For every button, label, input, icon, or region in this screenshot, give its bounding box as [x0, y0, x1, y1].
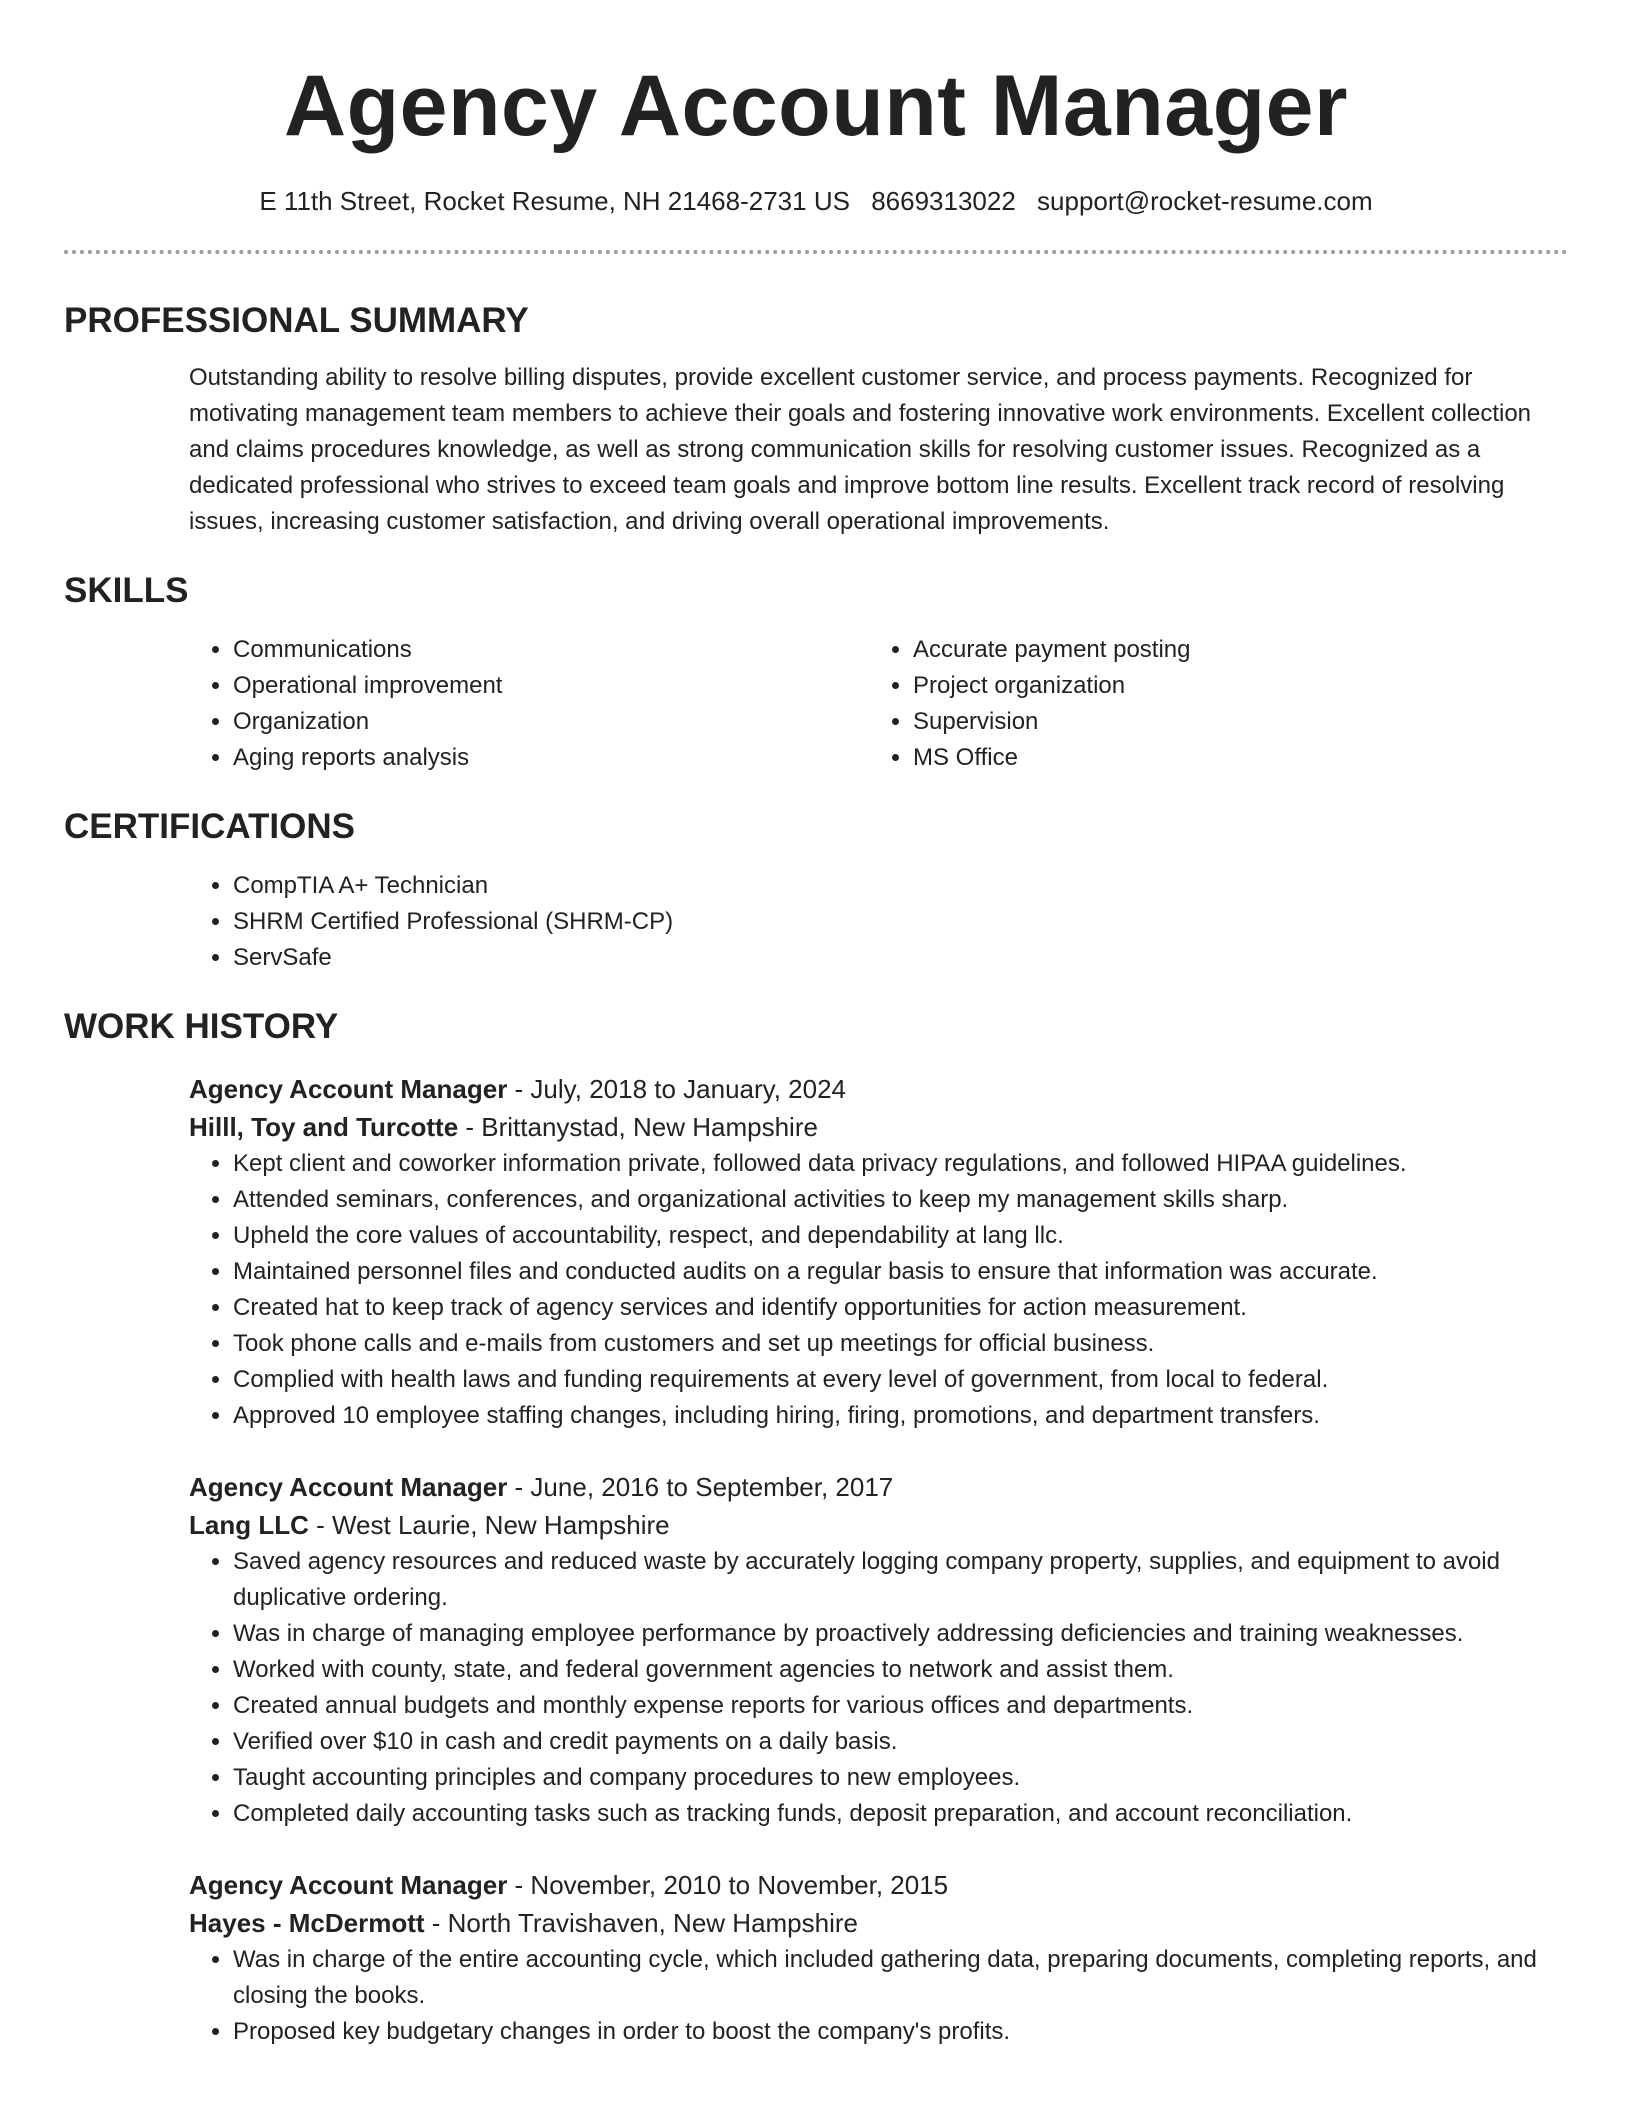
job-company-line — [189, 1108, 1568, 1146]
job-bullet: • Was in charge of the entire accounting cycle, which included gathering data, preparing documents, completing reports, and closing the books. — [233, 1942, 1568, 2014]
skill-item: • Accurate payment posting — [913, 632, 1549, 668]
contact-line — [64, 184, 1568, 218]
skills-list-right — [869, 632, 1549, 776]
job-bullets — [189, 1544, 1568, 1832]
job-dates: - June, 2016 to September, 2017 — [507, 1472, 894, 1502]
skill-item: • Operational improvement — [233, 668, 869, 704]
job-bullets — [189, 1146, 1568, 1434]
job-location: - North Travishaven, New Hampshire — [424, 1908, 858, 1938]
job-bullet: • Kept client and coworker information private, followed data privacy regulations, and followed HIPAA guidelines. — [233, 1146, 1568, 1182]
job-bullet: • Verified over $10 in cash and credit payments on a daily basis. — [233, 1724, 1568, 1760]
job-role-line — [189, 1866, 1568, 1904]
skill-item: • Organization — [233, 704, 869, 740]
job-role: Agency Account Manager — [189, 1870, 508, 1900]
job-bullet: • Created hat to keep track of agency services and identify opportunities for action measurement. — [233, 1290, 1568, 1326]
certification-item: • ServSafe — [233, 940, 1568, 976]
certifications-heading: CERTIFICATIONS — [64, 807, 356, 846]
skill-item: • Communications — [233, 632, 869, 668]
job-bullet: • Saved agency resources and reduced waste by accurately logging company property, supplies, and equipment to avoid duplicative ordering. — [233, 1544, 1568, 1616]
certifications-body — [189, 868, 1568, 976]
job-entry — [189, 1070, 1568, 1434]
job-location: - West Laurie, New Hampshire — [308, 1510, 670, 1540]
job-role: Agency Account Manager — [189, 1472, 508, 1502]
job-bullet: • Taught accounting principles and company procedures to new employees. — [233, 1760, 1568, 1796]
skill-item: • Supervision — [913, 704, 1549, 740]
job-bullet: • Was in charge of managing employee performance by proactively addressing deficiencies and training weaknesses. — [233, 1616, 1568, 1652]
job-bullet: • Approved 10 employee staffing changes, including hiring, firing, promotions, and department transfers. — [233, 1398, 1568, 1434]
skill-item: • Aging reports analysis — [233, 740, 869, 776]
certification-item: • SHRM Certified Professional (SHRM-CP) — [233, 904, 1568, 940]
job-bullet: • Created annual budgets and monthly expense reports for various offices and departments. — [233, 1688, 1568, 1724]
job-bullet: • Proposed key budgetary changes in order to boost the company's profits. — [233, 2014, 1568, 2050]
job-entry — [189, 1468, 1568, 1832]
header-divider — [64, 250, 1568, 254]
resume-page — [64, 0, 1568, 2050]
job-role-line — [189, 1468, 1568, 1506]
job-bullets — [189, 1942, 1568, 2050]
skill-item: • Project organization — [913, 668, 1549, 704]
summary-heading: PROFESSIONAL SUMMARY — [64, 301, 529, 340]
job-location: - Brittanystad, New Hampshire — [458, 1112, 818, 1142]
job-company-line — [189, 1506, 1568, 1544]
skill-item: • MS Office — [913, 740, 1549, 776]
summary-text: Outstanding ability to resolve billing disputes, provide excellent customer service, and process payments. Recognized for motivating management team members to achieve their goals and fostering innovative work environments. Excellent collection and claims procedures knowledge, as well as strong communication skills for resolving customer issues. Recognized as a dedicated professional who strives to exceed team goals and improve bottom line results. Excellent track record of resolving issues, increasing customer satisfaction, and driving overall operational improvements. — [189, 364, 1532, 535]
contact-address: E 11th Street, Rocket Resume, NH 21468-2731 US — [259, 186, 850, 216]
job-company: Hilll, Toy and Turcotte — [189, 1112, 459, 1142]
job-company: Lang LLC — [189, 1510, 309, 1540]
job-bullet: • Completed daily accounting tasks such as tracking funds, deposit preparation, and account reconciliation. — [233, 1796, 1568, 1832]
job-role: Agency Account Manager — [189, 1074, 508, 1104]
job-role-line — [189, 1070, 1568, 1108]
job-dates: - July, 2018 to January, 2024 — [507, 1074, 847, 1104]
contact-phone: 8669313022 — [871, 186, 1016, 216]
job-entry — [189, 1866, 1568, 2050]
job-bullet: • Attended seminars, conferences, and organizational activities to keep my management skills sharp. — [233, 1182, 1568, 1218]
job-bullet: • Worked with county, state, and federal government agencies to network and assist them. — [233, 1652, 1568, 1688]
skills-grid — [189, 632, 1568, 776]
job-dates: - November, 2010 to November, 2015 — [507, 1870, 949, 1900]
job-bullet: • Upheld the core values of accountability, respect, and dependability at lang llc. — [233, 1218, 1568, 1254]
job-bullet: • Maintained personnel files and conducted audits on a regular basis to ensure that information was accurate. — [233, 1254, 1568, 1290]
skills-list-left — [189, 632, 869, 776]
job-bullet: • Complied with health laws and funding requirements at every level of government, from local to federal. — [233, 1362, 1568, 1398]
contact-email: support@rocket-resume.com — [1037, 186, 1373, 216]
work-history-heading: WORK HISTORY — [64, 1007, 339, 1046]
job-company-line — [189, 1904, 1568, 1942]
resume-name: Agency Account Manager — [284, 58, 1348, 154]
certification-item: • CompTIA A+ Technician — [233, 868, 1568, 904]
job-company: Hayes - McDermott — [189, 1908, 425, 1938]
certifications-list — [189, 868, 1568, 976]
job-bullet: • Took phone calls and e-mails from customers and set up meetings for official business. — [233, 1326, 1568, 1362]
skills-heading: SKILLS — [64, 571, 189, 610]
